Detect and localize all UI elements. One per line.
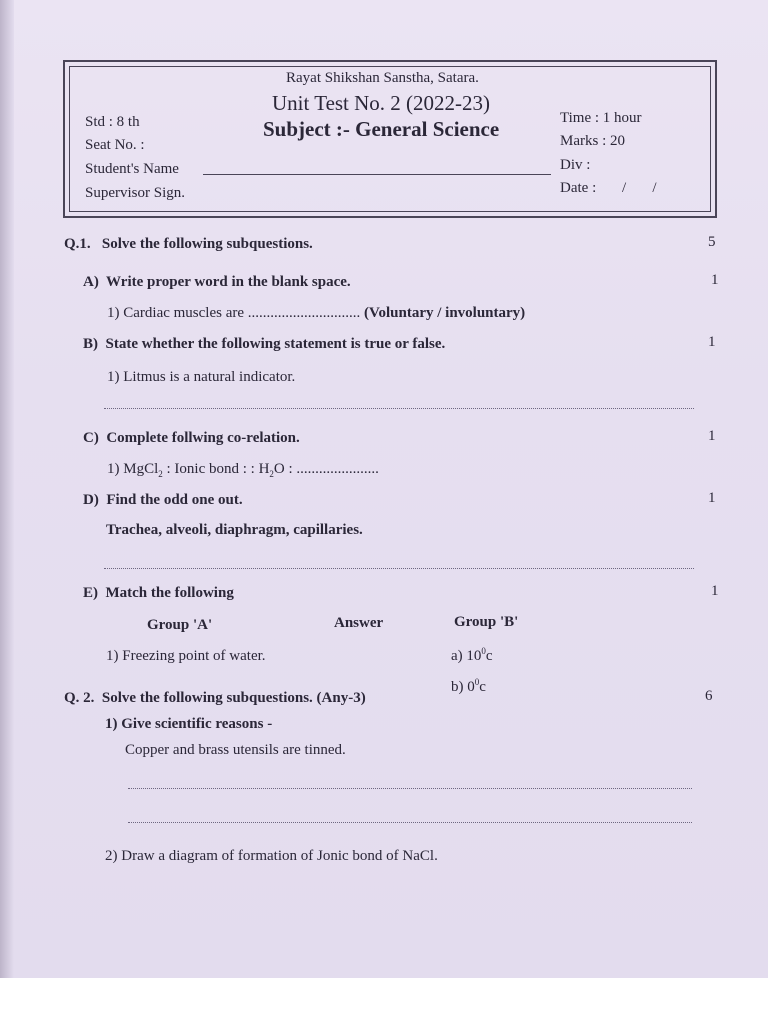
q1a-marks: 1 xyxy=(711,272,719,288)
q1b-heading: B) State whether the following statement is true or false. xyxy=(83,336,446,352)
match-row1-group-a: 1) Freezing point of water. xyxy=(106,648,266,664)
institution-name: Rayat Shikshan Sanstha, Satara. xyxy=(286,70,479,86)
match-b1-text: a) 10 xyxy=(451,648,482,664)
q1c-item-part3: O : ...................... xyxy=(273,461,379,477)
q1c-marks: 1 xyxy=(708,428,716,444)
div-label: Div : xyxy=(560,157,591,173)
match-col-group-a: Group 'A' xyxy=(147,617,213,633)
q1d-heading: D) Find the odd one out. xyxy=(83,492,243,508)
q1b-answer-line xyxy=(104,408,694,409)
match-col-answer: Answer xyxy=(334,615,384,631)
q1a-heading: A) Write proper word in the blank space. xyxy=(83,274,351,290)
q1c-item-part1: 1) MgCl xyxy=(107,461,159,477)
match-row1-group-b xyxy=(451,646,493,665)
q2-item1-text: Copper and brass utensils are tinned. xyxy=(125,742,346,758)
q1a-item xyxy=(107,305,525,322)
q1-marks: 5 xyxy=(708,234,716,250)
q1d-answer-line xyxy=(104,568,694,569)
q2-item2: 2) Draw a diagram of formation of Jonic bond of NaCl. xyxy=(105,848,438,864)
match-b2-degree: 0 xyxy=(474,677,480,687)
q2-answer-line-1 xyxy=(128,788,692,789)
match-b1-degree: 0 xyxy=(481,646,486,656)
q1a-item-text: 1) Cardiac muscles are .............................. xyxy=(107,305,361,321)
test-title: Unit Test No. 2 (2022-23) xyxy=(272,91,491,115)
q1b-marks: 1 xyxy=(708,334,716,350)
match-b1-unit: c xyxy=(485,648,493,664)
q1d-marks: 1 xyxy=(708,490,716,506)
supervisor-sign-label: Supervisor Sign. xyxy=(85,185,186,201)
student-name-line xyxy=(203,174,551,175)
marks-label: Marks : 20 xyxy=(560,133,625,149)
q2-marks: 6 xyxy=(705,688,713,704)
student-name-label: Student's Name xyxy=(85,161,179,177)
q2-title: Q. 2. Solve the following subquestions. (Any-3) xyxy=(64,690,366,706)
q1a-options: (Voluntary / involuntary) xyxy=(364,305,526,321)
q1c-heading: C) Complete follwing co-relation. xyxy=(83,430,300,446)
match-b2-unit: c xyxy=(479,679,486,695)
std-label: Std : 8 th xyxy=(85,114,140,130)
q1c-sub1: 2 xyxy=(158,469,163,479)
q2-answer-line-2 xyxy=(128,822,692,823)
q1c-sub2: 2 xyxy=(269,469,274,479)
q1e-heading: E) Match the following xyxy=(83,585,234,601)
match-row2-group-b xyxy=(451,677,486,696)
time-label: Time : 1 hour xyxy=(560,110,642,126)
q1c-item-part2: : Ionic bond : : H xyxy=(162,461,270,477)
subject-title: Subject :- General Science xyxy=(263,117,500,141)
seat-no-label: Seat No. : xyxy=(85,137,145,153)
date-slashes: / / xyxy=(622,180,657,196)
match-col-group-b: Group 'B' xyxy=(454,614,519,630)
q1c-item xyxy=(107,461,379,479)
q1-title: Q.1. Solve the following subquestions. xyxy=(64,236,313,252)
q1e-marks: 1 xyxy=(711,583,719,599)
q1b-item: 1) Litmus is a natural indicator. xyxy=(107,369,296,385)
match-b2-text: b) 0 xyxy=(451,679,475,695)
q2-item1-heading: 1) Give scientific reasons - xyxy=(105,716,273,732)
date-label: Date : xyxy=(560,180,597,196)
q1d-item: Trachea, alveoli, diaphragm, capillaries. xyxy=(106,522,363,538)
